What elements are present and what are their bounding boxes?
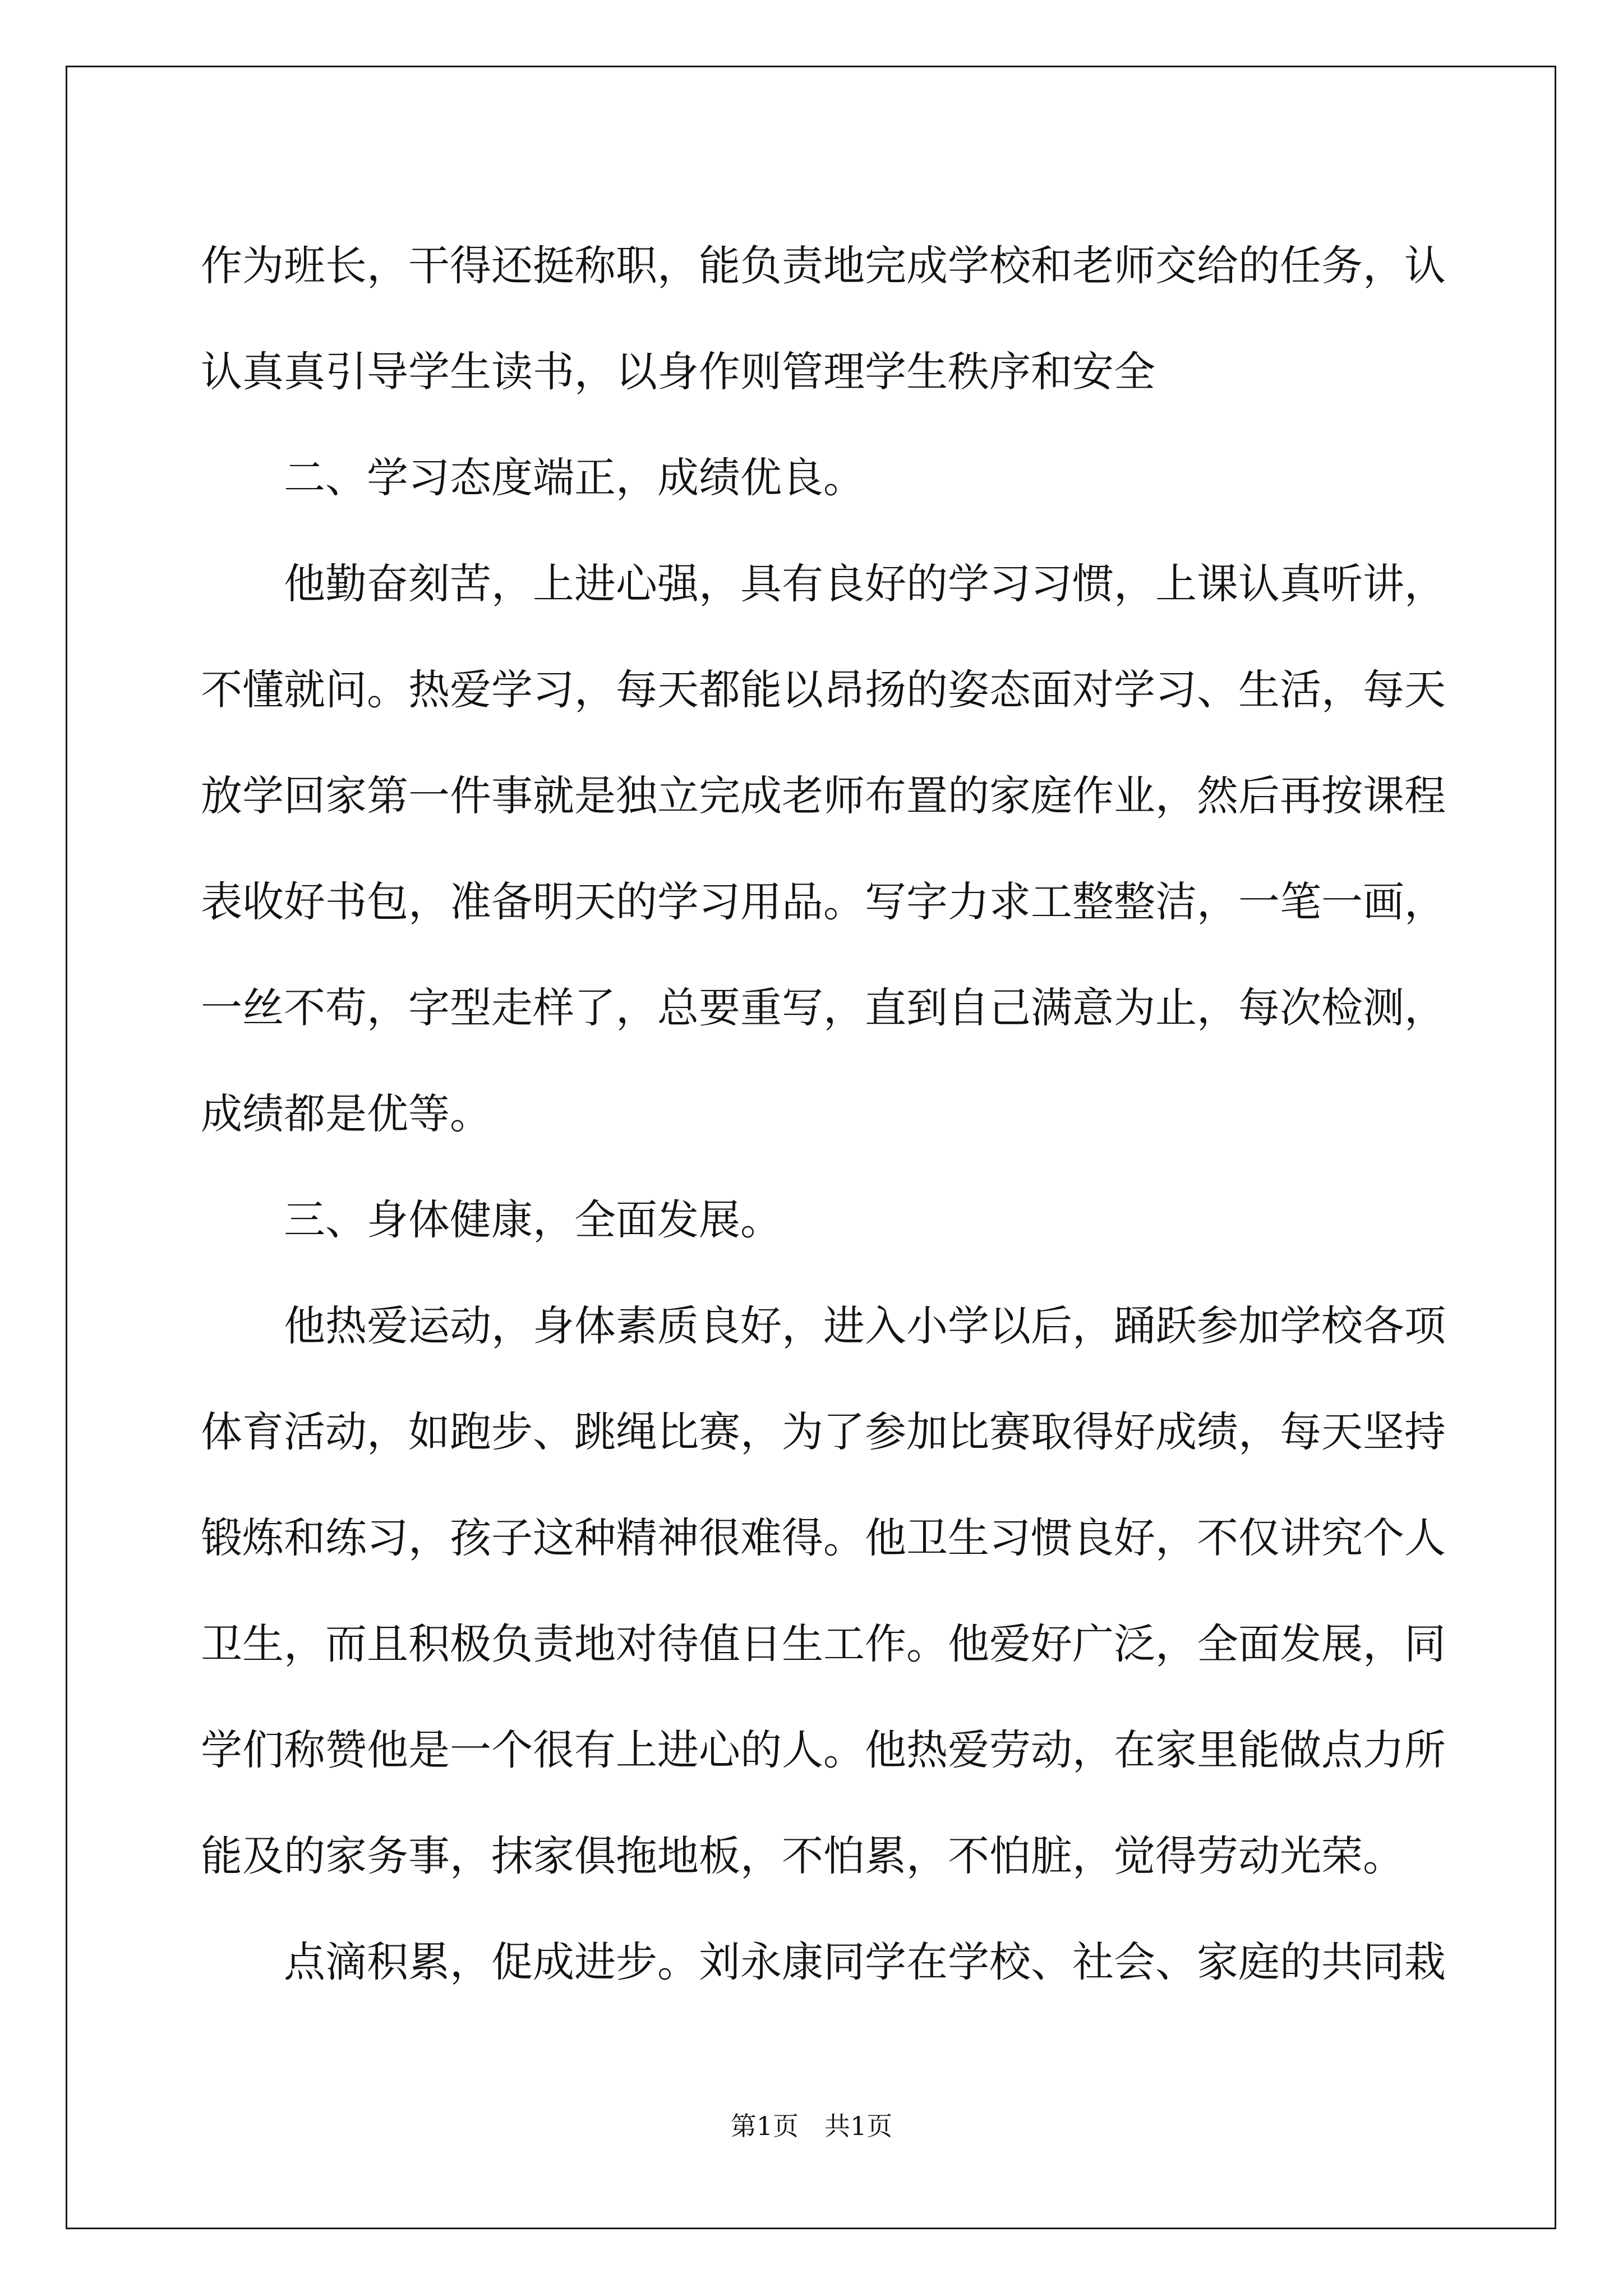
text-line: 认真真引导学生读书，以身作则管理学生秩序和安全 — [201, 348, 1155, 396]
text-line: 锻炼和练习，孩子这种精神很难得。他卫生习惯良好，不仅讲究个人 — [201, 1514, 1446, 1562]
text-line: 他勤奋刻苦，上进心强，具有良好的学习习惯，上课认真听讲， — [284, 560, 1446, 608]
text-line: 他热爱运动，身体素质良好，进入小学以后，踊跃参加学校各项 — [284, 1302, 1446, 1350]
page-number-footer: 第1页 共1页 — [730, 2111, 893, 2141]
text-line: 体育活动，如跑步、跳绳比赛，为了参加比赛取得好成绩，每天坚持 — [201, 1408, 1446, 1456]
section-heading: 三、身体健康，全面发展。 — [284, 1196, 782, 1244]
text-line: 不懂就问。热爱学习，每天都能以昂扬的姿态面对学习、生活，每天 — [201, 666, 1446, 714]
text-line: 学们称赞他是一个很有上进心的人。他热爱劳动，在家里能做点力所 — [201, 1726, 1446, 1774]
document-body — [201, 213, 1446, 2016]
text-line: 点滴积累，促成进步。刘永康同学在学校、社会、家庭的共同栽 — [284, 1938, 1446, 1986]
text-line: 一丝不苟，字型走样了，总要重写，直到自己满意为止，每次检测， — [201, 984, 1446, 1032]
text-line: 放学回家第一件事就是独立完成老师布置的家庭作业，然后再按课程 — [201, 772, 1446, 820]
text-line: 卫生，而且积极负责地对待值日生工作。他爱好广泛，全面发展，同 — [201, 1620, 1446, 1668]
section-heading: 二、学习态度端正，成绩优良。 — [284, 454, 865, 502]
text-line: 表收好书包，准备明天的学习用品。写字力求工整整洁，一笔一画， — [201, 878, 1446, 926]
text-line: 成绩都是优等。 — [201, 1090, 491, 1138]
text-line: 作为班长，干得还挺称职，能负责地完成学校和老师交给的任务，认 — [201, 242, 1446, 290]
text-line: 能及的家务事，抹家俱拖地板，不怕累，不怕脏，觉得劳动光荣。 — [201, 1832, 1404, 1880]
